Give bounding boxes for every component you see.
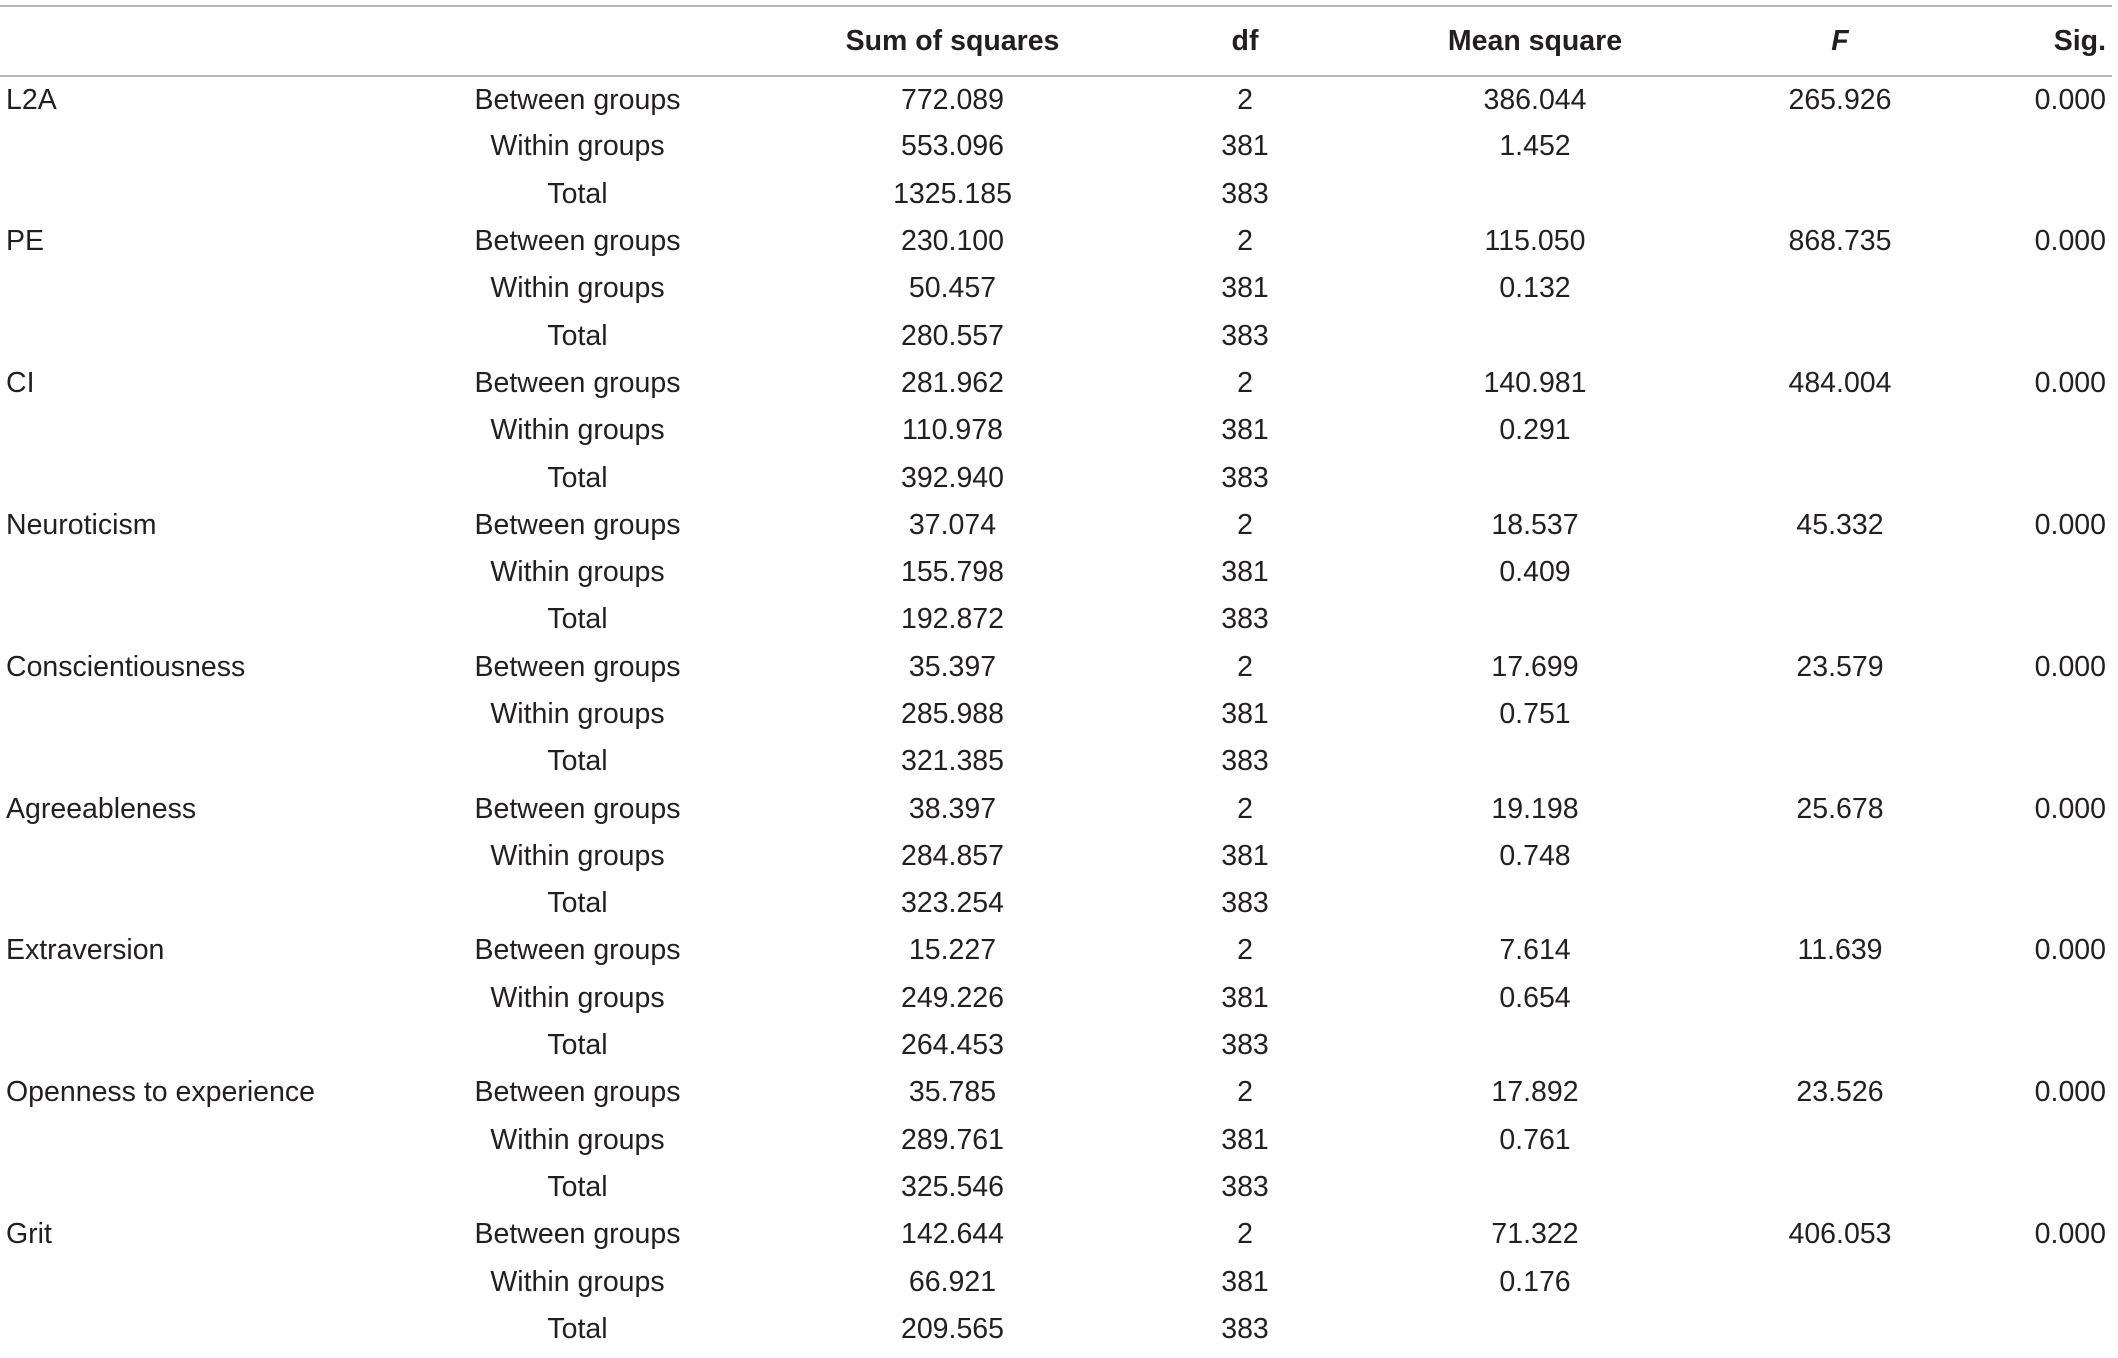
cell-variable: Neuroticism (6, 508, 157, 541)
cell-df: 383 (1221, 1170, 1269, 1203)
header-df: df (1150, 6, 1340, 76)
cell-df: 2 (1237, 1076, 1253, 1109)
cell-sig (1950, 123, 2112, 170)
cell-variable (0, 407, 400, 454)
cell-source: Total (547, 461, 608, 494)
cell-sum-of-squares: 284.857 (900, 839, 1005, 872)
cell-f (1730, 454, 1950, 501)
cell-f (1730, 312, 1950, 359)
cell-sig: 0.000 (2034, 792, 2106, 825)
cell-sig (1950, 1117, 2112, 1164)
table-row (0, 312, 2112, 359)
cell-sig: 0.000 (2034, 650, 2106, 683)
cell-sig (1950, 312, 2112, 359)
cell-df: 383 (1221, 1312, 1269, 1345)
cell-sig: 0.000 (2034, 225, 2106, 258)
table-row (0, 171, 2112, 218)
cell-df: 2 (1237, 934, 1253, 967)
cell-sig (1950, 407, 2112, 454)
cell-mean-square: 71.322 (1491, 1218, 1579, 1251)
cell-df: 381 (1221, 839, 1269, 872)
cell-df: 383 (1221, 1029, 1269, 1062)
cell-mean-square: 0.409 (1499, 556, 1571, 589)
cell-f (1730, 880, 1950, 927)
cell-sum-of-squares: 35.397 (908, 650, 997, 683)
cell-sig (1950, 265, 2112, 312)
cell-source: Between groups (474, 508, 681, 541)
header-sum-of-squares: Sum of squares (755, 6, 1150, 76)
cell-variable (0, 691, 400, 738)
cell-f: 11.639 (1797, 934, 1883, 967)
cell-f: 23.579 (1796, 650, 1884, 683)
cell-variable (0, 833, 400, 880)
cell-f (1730, 1117, 1950, 1164)
cell-source: Between groups (474, 934, 681, 967)
table-row (0, 407, 2112, 454)
cell-mean-square (1340, 1164, 1730, 1211)
cell-sum-of-squares: 553.096 (900, 130, 1005, 163)
cell-variable (0, 880, 400, 927)
cell-variable (0, 1164, 400, 1211)
cell-mean-square: 0.751 (1499, 698, 1571, 730)
cell-sig: 0.000 (2034, 1218, 2106, 1251)
cell-sum-of-squares: 281.962 (900, 366, 1005, 399)
cell-source: Total (547, 1170, 608, 1203)
table-row (0, 644, 2112, 691)
table-row (0, 1306, 2112, 1353)
cell-mean-square (1340, 1022, 1730, 1069)
cell-sum-of-squares: 323.254 (900, 887, 1005, 920)
table-row (0, 1164, 2112, 1211)
cell-sum-of-squares: 285.988 (900, 698, 1005, 730)
cell-sig (1950, 549, 2112, 596)
cell-variable (0, 738, 400, 785)
cell-sum-of-squares: 772.089 (900, 83, 1005, 116)
cell-df: 2 (1237, 650, 1253, 683)
cell-df: 383 (1221, 177, 1269, 210)
table-body (0, 76, 2112, 1353)
table-row (0, 123, 2112, 170)
cell-f (1730, 265, 1950, 312)
cell-variable: L2A (6, 83, 57, 116)
cell-source: Total (547, 603, 608, 636)
cell-sig (1950, 596, 2112, 643)
cell-sig (1950, 1022, 2112, 1069)
cell-variable (0, 312, 400, 359)
cell-sum-of-squares: 38.397 (908, 792, 997, 825)
cell-sig: 0.000 (2034, 366, 2106, 399)
header-mean-square: Mean square (1340, 6, 1730, 76)
table-row (0, 1069, 2112, 1116)
table-row (0, 927, 2112, 974)
cell-source: Total (547, 887, 608, 920)
cell-sig (1950, 1306, 2112, 1353)
cell-f (1730, 407, 1950, 454)
cell-variable: Extraversion (6, 934, 165, 967)
cell-source: Within groups (490, 1123, 665, 1156)
cell-df: 381 (1221, 130, 1269, 163)
table-row (0, 454, 2112, 501)
cell-sig (1950, 1164, 2112, 1211)
cell-sum-of-squares: 50.457 (908, 272, 997, 305)
cell-sum-of-squares: 15.227 (908, 934, 997, 967)
cell-mean-square: 0.748 (1499, 839, 1571, 872)
cell-variable (0, 123, 400, 170)
cell-sum-of-squares: 192.872 (900, 603, 1005, 636)
table-row (0, 691, 2112, 738)
table-header (0, 6, 2112, 76)
cell-source: Total (547, 1029, 608, 1062)
header-sig: Sig. (1950, 6, 2112, 76)
cell-f (1730, 123, 1950, 170)
cell-variable (0, 596, 400, 643)
cell-mean-square (1340, 312, 1730, 359)
cell-mean-square (1340, 454, 1730, 501)
table-row (0, 1117, 2112, 1164)
cell-source: Within groups (490, 414, 665, 447)
cell-sum-of-squares: 142.644 (900, 1218, 1005, 1251)
table-row (0, 880, 2112, 927)
cell-sum-of-squares: 209.565 (900, 1312, 1005, 1345)
cell-mean-square: 17.699 (1491, 650, 1579, 683)
cell-source: Total (547, 1312, 608, 1345)
table-row (0, 1258, 2112, 1305)
cell-mean-square: 17.892 (1491, 1076, 1579, 1109)
cell-df: 2 (1237, 792, 1253, 825)
cell-source: Between groups (474, 650, 681, 683)
cell-variable (0, 1306, 400, 1353)
cell-f: 406.053 (1788, 1218, 1892, 1251)
cell-sig (1950, 454, 2112, 501)
cell-df: 381 (1221, 1123, 1269, 1156)
cell-df: 383 (1221, 461, 1269, 494)
table-row (0, 549, 2112, 596)
cell-sum-of-squares: 37.074 (908, 508, 997, 541)
cell-source: Between groups (474, 1076, 681, 1109)
cell-df: 381 (1221, 414, 1269, 447)
cell-df: 2 (1237, 83, 1253, 116)
cell-mean-square: 0.291 (1499, 414, 1571, 447)
cell-f: 484.004 (1788, 366, 1892, 399)
cell-df: 381 (1221, 698, 1269, 730)
cell-sig (1950, 880, 2112, 927)
cell-sum-of-squares: 289.761 (900, 1123, 1005, 1156)
cell-source: Within groups (490, 272, 665, 305)
cell-mean-square (1340, 738, 1730, 785)
cell-df: 383 (1221, 745, 1269, 778)
cell-source: Within groups (490, 839, 665, 872)
cell-df: 383 (1221, 887, 1269, 920)
cell-sig (1950, 975, 2112, 1022)
cell-variable: Grit (6, 1218, 52, 1251)
cell-source: Within groups (490, 981, 665, 1014)
cell-source: Total (547, 319, 608, 352)
cell-mean-square: 0.132 (1499, 272, 1571, 305)
cell-variable: CI (6, 366, 35, 399)
table-row (0, 502, 2112, 549)
cell-variable (0, 975, 400, 1022)
cell-sum-of-squares: 230.100 (900, 225, 1005, 258)
table-row (0, 265, 2112, 312)
cell-source: Within groups (490, 556, 665, 589)
cell-sum-of-squares: 35.785 (908, 1076, 997, 1109)
table-row (0, 596, 2112, 643)
cell-variable (0, 1117, 400, 1164)
cell-sum-of-squares: 264.453 (900, 1029, 1005, 1062)
cell-f (1730, 1022, 1950, 1069)
cell-f: 265.926 (1788, 83, 1892, 116)
cell-source: Total (547, 745, 608, 778)
table-row (0, 738, 2112, 785)
cell-df: 2 (1237, 366, 1253, 399)
cell-sum-of-squares: 249.226 (900, 981, 1005, 1014)
cell-mean-square: 140.981 (1483, 366, 1587, 399)
cell-variable (0, 1258, 400, 1305)
cell-f (1730, 738, 1950, 785)
cell-df: 381 (1221, 556, 1269, 589)
cell-mean-square: 1.452 (1499, 130, 1571, 163)
cell-f (1730, 691, 1950, 738)
cell-sig (1950, 738, 2112, 785)
table-row (0, 360, 2112, 407)
cell-mean-square: 115.050 (1484, 225, 1586, 258)
cell-sum-of-squares: 110.978 (902, 414, 1003, 447)
table-row (0, 833, 2112, 880)
table-row (0, 975, 2112, 1022)
cell-source: Within groups (490, 130, 665, 163)
cell-df: 2 (1237, 508, 1253, 541)
cell-f (1730, 1306, 1950, 1353)
cell-sig: 0.000 (2034, 934, 2106, 967)
cell-mean-square: 386.044 (1483, 83, 1587, 116)
header-source (400, 6, 755, 76)
header-f: F (1730, 6, 1950, 76)
cell-source: Between groups (474, 83, 681, 116)
cell-df: 381 (1221, 272, 1269, 305)
cell-sig (1950, 1258, 2112, 1305)
cell-df: 383 (1221, 319, 1269, 352)
cell-mean-square (1340, 596, 1730, 643)
cell-sig (1950, 833, 2112, 880)
cell-sig: 0.000 (2034, 83, 2106, 116)
cell-df: 381 (1221, 1265, 1269, 1298)
anova-table (0, 5, 2112, 1353)
cell-variable (0, 171, 400, 218)
cell-f (1730, 171, 1950, 218)
cell-f: 25.678 (1796, 792, 1884, 825)
cell-variable: Agreeableness (6, 792, 197, 825)
cell-f (1730, 1164, 1950, 1211)
cell-variable: Openness to experience (6, 1076, 315, 1109)
cell-variable (0, 265, 400, 312)
cell-f (1730, 833, 1950, 880)
cell-source: Between groups (474, 792, 681, 825)
table-row (0, 218, 2112, 265)
cell-sum-of-squares: 321.385 (900, 745, 1005, 778)
cell-f (1730, 549, 1950, 596)
cell-variable (0, 454, 400, 501)
cell-mean-square: 18.537 (1491, 508, 1579, 541)
cell-sum-of-squares: 155.798 (900, 556, 1005, 589)
cell-variable: Conscientiousness (6, 650, 246, 683)
cell-f: 23.526 (1796, 1076, 1884, 1109)
cell-f (1730, 596, 1950, 643)
cell-sum-of-squares: 392.940 (900, 461, 1005, 494)
cell-source: Within groups (490, 698, 665, 730)
cell-mean-square (1340, 1306, 1730, 1353)
cell-variable (0, 549, 400, 596)
cell-df: 2 (1237, 1218, 1253, 1251)
cell-sig: 0.000 (2034, 1076, 2106, 1109)
cell-source: Between groups (474, 225, 681, 258)
cell-variable (0, 1022, 400, 1069)
cell-mean-square: 19.198 (1491, 792, 1579, 825)
cell-df: 2 (1237, 225, 1253, 258)
cell-f: 45.332 (1796, 508, 1884, 541)
cell-df: 381 (1221, 981, 1269, 1014)
cell-sig: 0.000 (2034, 508, 2106, 541)
cell-sum-of-squares: 66.921 (908, 1265, 997, 1298)
cell-mean-square (1340, 880, 1730, 927)
table-row (0, 1211, 2112, 1258)
header-row (0, 6, 2112, 76)
cell-mean-square (1340, 171, 1730, 218)
cell-source: Between groups (474, 366, 681, 399)
cell-f (1730, 975, 1950, 1022)
cell-sum-of-squares: 1325.185 (893, 177, 1012, 210)
cell-df: 383 (1221, 603, 1269, 636)
cell-source: Within groups (490, 1265, 665, 1298)
cell-variable: PE (6, 225, 45, 258)
table-row (0, 1022, 2112, 1069)
cell-sig (1950, 691, 2112, 738)
cell-sum-of-squares: 280.557 (900, 319, 1005, 352)
cell-source: Total (547, 177, 608, 210)
header-variable (0, 6, 400, 76)
cell-mean-square: 0.761 (1499, 1123, 1571, 1156)
cell-sum-of-squares: 325.546 (900, 1170, 1005, 1203)
cell-mean-square: 0.654 (1499, 981, 1571, 1014)
cell-source: Between groups (474, 1218, 681, 1251)
cell-f: 868.735 (1788, 225, 1892, 258)
cell-f (1730, 1258, 1950, 1305)
cell-mean-square: 0.176 (1499, 1265, 1571, 1298)
table-row (0, 76, 2112, 123)
cell-mean-square: 7.614 (1499, 934, 1571, 967)
cell-sig (1950, 171, 2112, 218)
table-row (0, 785, 2112, 832)
